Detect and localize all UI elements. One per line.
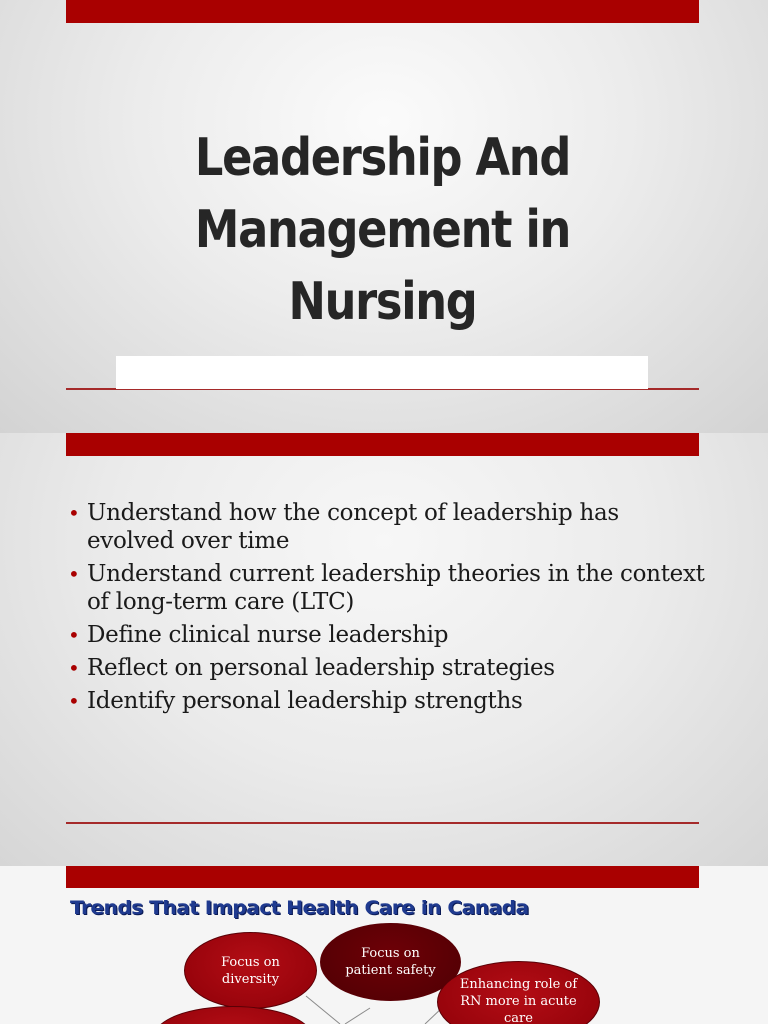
objective-item: • Understand how the concept of leadership has evolved over time	[68, 500, 619, 554]
bullet-icon: •	[68, 623, 80, 647]
bullet-icon: •	[68, 562, 80, 586]
title-line-1: Leadership And	[194, 128, 571, 188]
trends-title: Trends That Impact Health Care in Canada	[70, 897, 529, 919]
title-line-3: Nursing	[288, 272, 477, 332]
trend-node-rn-role: Enhancing role of RN more in acute care	[437, 961, 600, 1024]
objective-item: • Understand current leadership theories in the context of long-term care (LTC)	[68, 561, 705, 615]
trends-slide	[0, 866, 768, 1024]
objective-item: • Identify personal leadership strengths	[68, 688, 523, 714]
objectives-list	[68, 499, 712, 720]
title-line-2: Management in	[194, 200, 571, 260]
bullet-icon: •	[68, 656, 80, 680]
objectives-slide	[0, 433, 768, 866]
title-slide	[0, 0, 768, 433]
top-accent-bar	[66, 433, 699, 456]
objective-item: • Reflect on personal leadership strategies	[68, 655, 555, 681]
objective-item: • Define clinical nurse leadership	[68, 622, 449, 648]
bottom-divider-line	[66, 822, 699, 824]
slide-title	[110, 122, 654, 338]
connector-line	[306, 996, 340, 1024]
trend-node-diversity: Focus on diversity	[184, 932, 317, 1009]
trend-node-patient-safety: Focus on patient safety	[320, 923, 461, 1001]
subtitle-placeholder-box	[116, 356, 648, 389]
top-accent-bar	[66, 0, 699, 23]
bullet-icon: •	[68, 689, 80, 713]
connector-line	[345, 1008, 370, 1024]
bullet-icon: •	[68, 501, 80, 525]
